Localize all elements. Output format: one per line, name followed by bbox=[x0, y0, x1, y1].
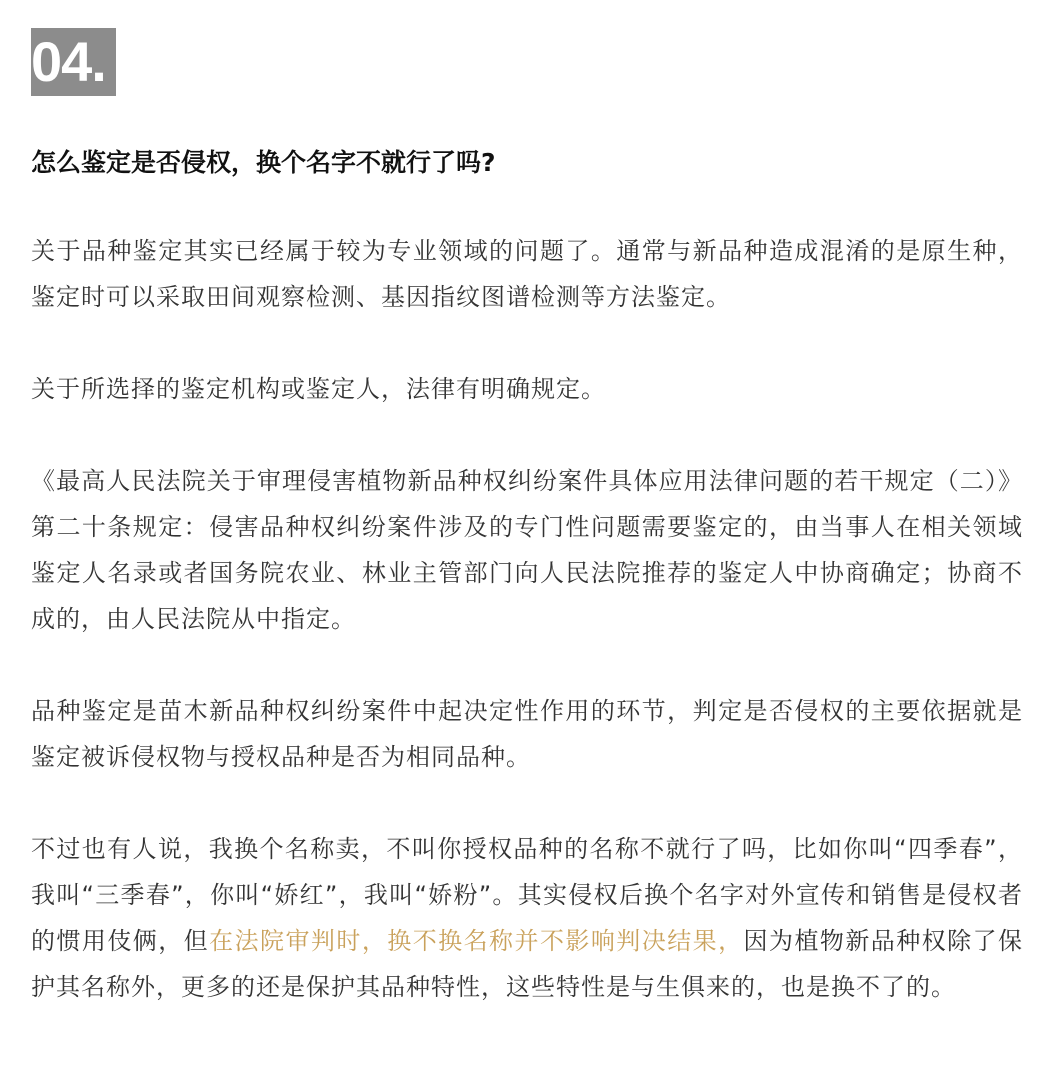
paragraph-key-link: 品种鉴定是苗木新品种权纠纷案件中起决定性作用的环节，判定是否侵权的主要依据就是鉴定被诉侵权物与授权品种是否为相同品种。 bbox=[31, 697, 1023, 771]
paragraph-name-change bbox=[31, 826, 1023, 1010]
paragraph-appraiser-rule: 关于所选择的鉴定机构或鉴定人，法律有明确规定。 bbox=[31, 375, 606, 403]
paragraph-supreme-court-regulation: 《最高人民法院关于审理侵害植物新品种权纠纷案件具体应用法律问题的若干规定（二）》第二十条规定：侵害品种权纠纷案件涉及的专门性问题需要鉴定的，由当事人在相关领域鉴定人名录或者国务院农业、林业主管部门向人民法院推荐的鉴定人中协商确定；协商不成的，由人民法院从中指定。 bbox=[31, 467, 1023, 633]
section-heading: 怎么鉴定是否侵权，换个名字不就行了吗? bbox=[31, 148, 496, 177]
paragraph-text-after: 因为植物新品种权除了保护其名称外，更多的还是保护其品种特性，这些特性是与生俱来的，也是换不了的。 bbox=[31, 927, 1024, 1001]
section-number-badge: 04. bbox=[31, 28, 116, 96]
paragraph-text-before: 不过也有人说，我换个名称卖，不叫你授权品种的名称不就行了吗，比如你叫“四季春”，我叫“三季春”，你叫“娇红”，我叫“娇粉”。其实侵权后换个名字对外宣传和销售是侵权者的惯用伎俩，但 bbox=[31, 835, 1023, 955]
paragraph-identification-methods: 关于品种鉴定其实已经属于较为专业领域的问题了。通常与新品种造成混淆的是原生种，鉴定时可以采取田间观察检测、基因指纹图谱检测等方法鉴定。 bbox=[31, 237, 1023, 311]
highlighted-text: 在法院审判时，换不换名称并不影响判决结果， bbox=[209, 927, 744, 955]
